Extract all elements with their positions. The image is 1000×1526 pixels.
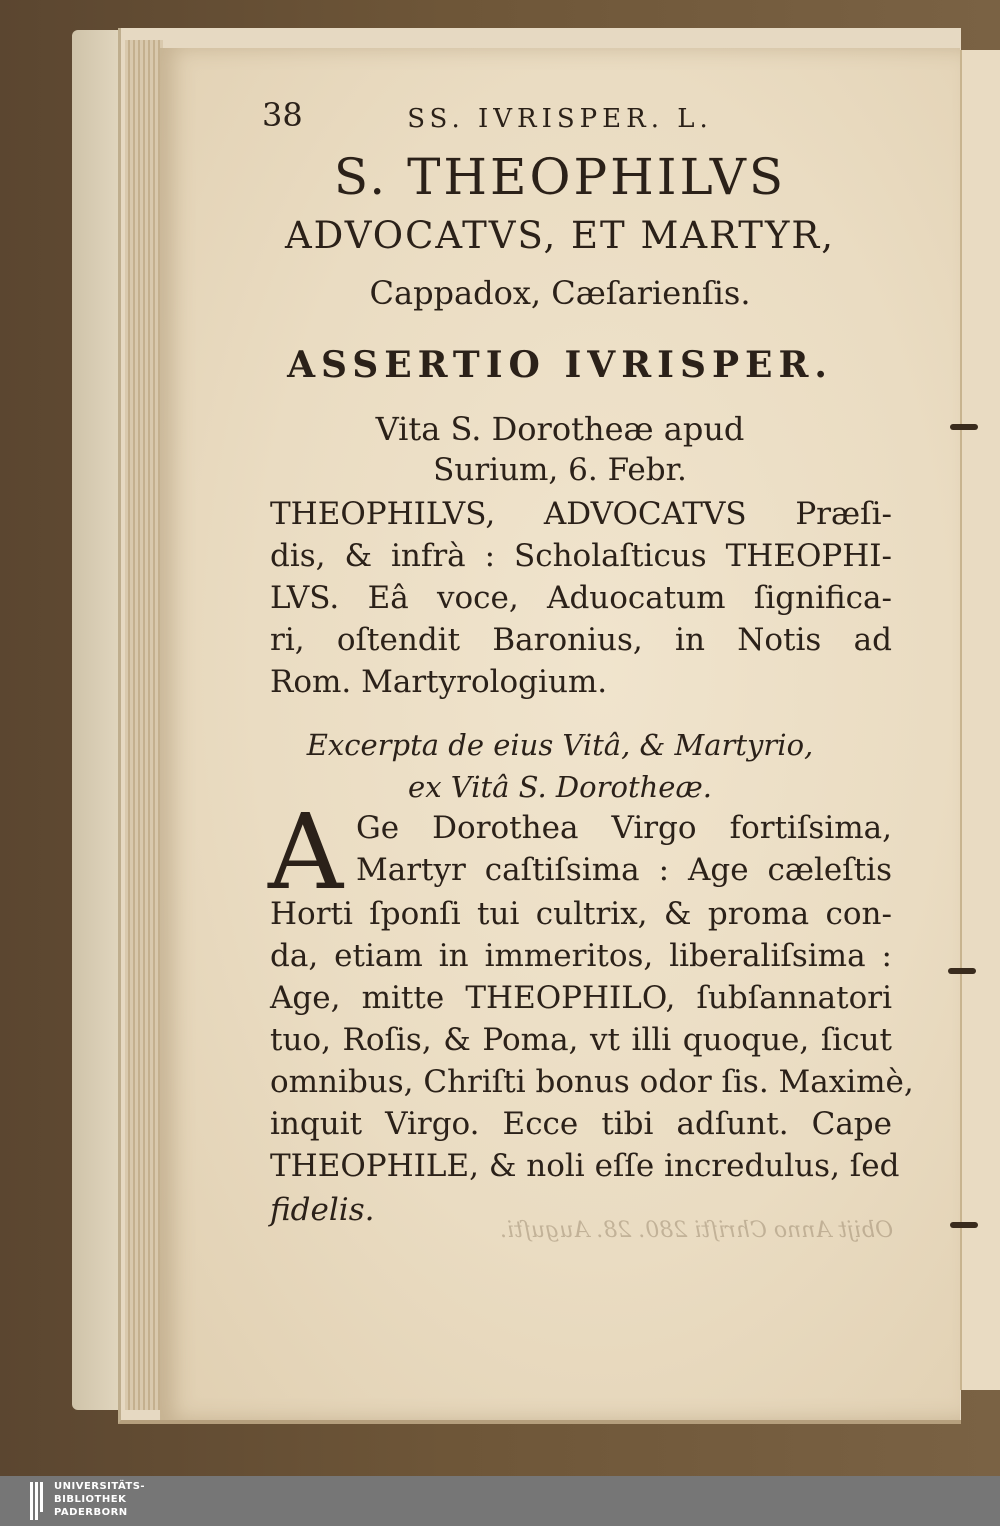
logo-line: UNIVERSITÄTS- xyxy=(54,1481,146,1492)
excerpt-heading: ex Vitâ S. Dorotheæ. xyxy=(408,770,712,804)
excerpt-line: Horti ſponſi tui cultrix, & proma con- xyxy=(270,896,892,932)
source-line: Vita S. Dorotheæ apud xyxy=(375,410,745,448)
library-logo-icon xyxy=(30,1482,46,1520)
section-heading: ASSERTIO IVRISPER. xyxy=(287,344,833,386)
logo-line: BIBLIOTHEK xyxy=(54,1494,127,1505)
show-through-text: Obijt Anno Chriſti 280. 28. Auguſti. xyxy=(500,1218,894,1243)
excerpt-line: tuo, Roſis, & Poma, vt illi quoque, ſicut xyxy=(270,1022,892,1058)
excerpt-line: Ge Dorothea Virgo fortiſsima, xyxy=(356,810,892,846)
assertio-line: dis, & infrà : Scholaſticus THEOPHI- xyxy=(270,538,892,574)
excerpt-line: inquit Virgo. Ecce tibi adſunt. Cape xyxy=(270,1106,892,1142)
excerpt-line: omnibus, Chriſti bonus odor ſis. Maximè, xyxy=(270,1064,914,1100)
assertio-line: Rom. Martyrologium. xyxy=(270,664,608,700)
excerpt-line: THEOPHILE, & noli eſſe incredulus, ſed xyxy=(270,1148,900,1184)
library-footer xyxy=(0,1476,1000,1526)
drop-cap: A xyxy=(268,791,344,913)
running-head: SS. IVRISPER. L. xyxy=(407,104,713,134)
title-origin: Cappadox, Cæſarienſis. xyxy=(369,274,751,312)
title-subtitle: ADVOCATVS, ET MARTYR, xyxy=(284,214,836,257)
source-line: Surium, 6. Febr. xyxy=(433,452,687,488)
excerpt-line: fidelis. xyxy=(270,1192,375,1228)
page-title: S. THEOPHILVS xyxy=(333,148,787,206)
assertio-line: ri, oſtendit Baronius, in Notis ad xyxy=(270,622,892,658)
assertio-line: LVS. Eâ voce, Aduocatum ſignifica- xyxy=(270,580,892,616)
library-logo-text xyxy=(54,1480,145,1519)
excerpt-heading: Excerpta de eius Vitâ, & Martyrio, xyxy=(306,728,814,762)
excerpt-line: da, etiam in immeritos, liberaliſsima : xyxy=(270,938,892,974)
page-number: 38 xyxy=(262,96,303,134)
logo-line: PADERBORN xyxy=(54,1507,128,1518)
excerpt-line: Martyr caſtiſsima : Age cæleſtis xyxy=(356,852,892,888)
assertio-line: THEOPHILVS, ADVOCATVS Præſi- xyxy=(270,496,892,532)
excerpt-line: Age, mitte THEOPHILO, ſubſannatori xyxy=(270,980,892,1016)
